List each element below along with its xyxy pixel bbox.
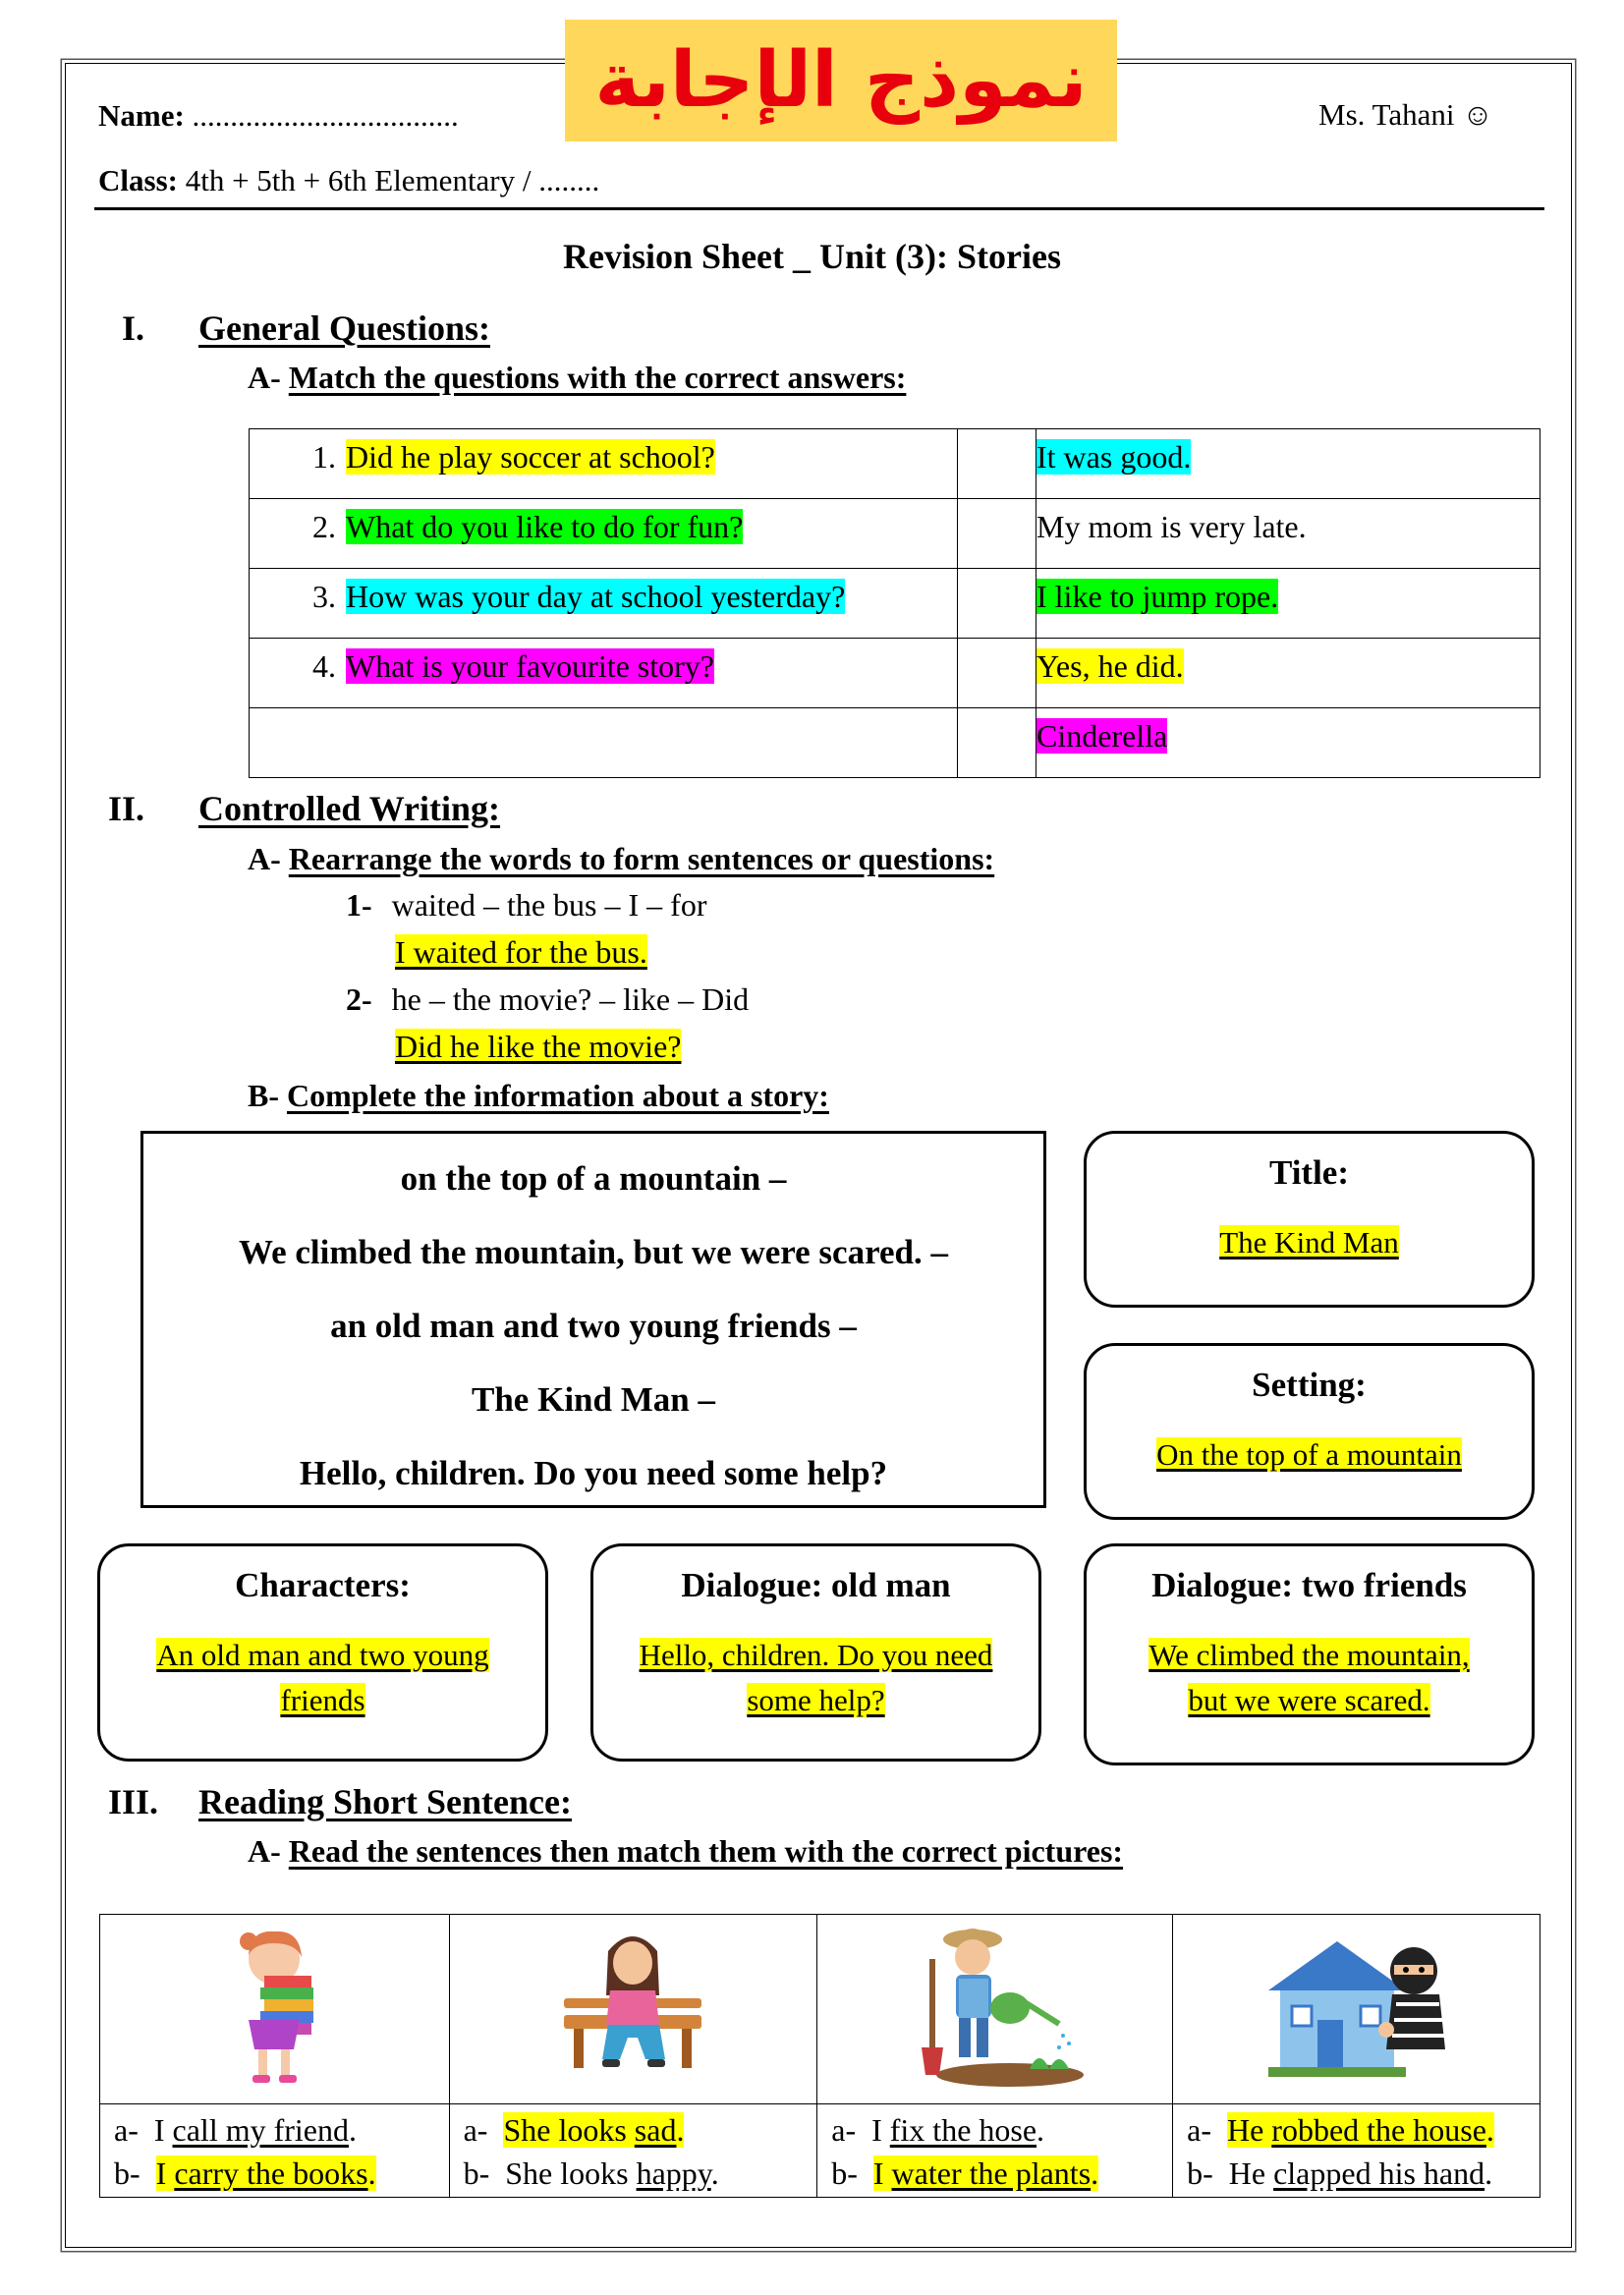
question-number: 2. [312,509,336,544]
word-bank-box [140,1131,1046,1508]
characters-answer-line-1: An old man and two young [156,1638,489,1672]
name-field [98,98,459,134]
instruction-text: Complete the information about a story: [287,1078,829,1113]
picture-options-2 [449,2104,817,2198]
section-2-instruction-a [248,841,994,877]
characters-box [97,1543,548,1762]
section-1-instruction [248,360,906,396]
question-cell [250,429,958,499]
answer-text: Cinderella [1036,718,1168,754]
option-b [817,2152,1172,2195]
option-end: . [1485,2112,1494,2148]
answer-text: It was good. [1036,439,1192,475]
picture-cell [1173,1915,1540,2104]
question-cell [250,708,958,778]
picture-cell [817,1915,1173,2104]
option-a [817,2104,1172,2152]
option-letter: b- [463,2155,490,2191]
option-letter: b- [831,2155,858,2191]
question-text [346,499,743,545]
option-underlined: robbed the house [1271,2112,1486,2148]
option-underlined: call my friend [172,2112,349,2148]
dialogue-two-friends-answer-line-1: We climbed the mountain, [1148,1638,1470,1672]
option-end: . [676,2112,685,2148]
instruction-letter: A- [248,1833,281,1869]
option-b [450,2152,817,2195]
section-2-title: Controlled Writing: [198,789,501,828]
class-value: 4th + 5th + 6th Elementary / ........ [177,163,600,197]
dialogue-old-man-label: Dialogue: old man [681,1566,951,1604]
class-label: Class: [98,163,178,197]
matching-table [249,428,1540,778]
instruction-text: Read the sentences then match them with the correct pictures: [288,1833,1124,1869]
answer-key-banner [565,20,1117,141]
section-3-title: Reading Short Sentence: [198,1782,572,1821]
option-letter: a- [463,2112,488,2148]
option-a [450,2104,817,2152]
boy-watering-plants-icon [902,1920,1089,2092]
matching-row [250,569,1540,639]
option-letter: a- [1187,2112,1211,2148]
answer-cell [1036,569,1540,639]
dialogue-two-friends-label: Dialogue: two friends [1151,1566,1467,1604]
option-text: He [1228,2155,1274,2191]
picture-options-4 [1173,2104,1540,2198]
question-highlight: How was your day at school yesterday? [346,579,846,614]
match-blank-cell[interactable] [958,429,1036,499]
option-letter: a- [114,2112,139,2148]
option-text: I [871,2112,890,2148]
question-cell [250,499,958,569]
option-letter: b- [1187,2155,1213,2191]
option-b [100,2152,449,2195]
setting-box [1084,1343,1535,1520]
title-box-answer: The Kind Man [1219,1225,1399,1259]
sad-girl-on-bench-icon [549,1922,716,2089]
section-3-instruction [248,1833,1123,1870]
matching-row [250,429,1540,499]
instruction-letter: A- [248,841,281,876]
option-end: . [1036,2112,1045,2148]
question-text [346,639,714,685]
rearrange-answer-2 [395,1029,681,1065]
header-divider [94,207,1544,210]
dialogue-two-friends-answer-line-2: but we were scared. [1188,1683,1430,1717]
question-highlight: Did he play soccer at school? [346,439,715,475]
robber-house-icon [1259,1922,1455,2089]
word-bank-item: on the top of a mountain – [400,1159,787,1198]
instruction-letter: A- [248,360,281,395]
option-end: . [1484,2155,1493,2191]
option-end: . [349,2112,357,2148]
dialogue-old-man-answer-line-2: some help? [747,1683,885,1717]
match-blank-cell[interactable] [958,569,1036,639]
question-number: 1. [312,439,336,475]
option-end: . [367,2155,376,2191]
section-1-number: I. [122,308,145,348]
instruction-letter: B- [248,1078,279,1113]
question-highlight: What do you like to do for fun? [346,509,744,544]
picture-options-1 [100,2104,450,2198]
girl-carrying-books-icon [205,1922,343,2089]
option-underlined: happy [636,2155,711,2191]
option-text: She looks [505,2155,637,2191]
title-box-label: Title: [1268,1153,1349,1192]
question-text [346,569,845,615]
option-letter: a- [831,2112,857,2148]
answer-cell [1036,708,1540,778]
answer-text: I like to jump rope. [1036,579,1279,614]
dialogue-old-man-answer-line-1: Hello, children. Do you need [639,1638,993,1672]
section-2-instruction-b [248,1078,829,1114]
scrambled-words: waited – the bus – I – for [391,887,707,923]
section-3-number: III. [108,1782,159,1821]
option-a [100,2104,449,2152]
name-label: Name: [98,98,185,133]
dialogue-two-friends-box [1084,1543,1535,1765]
rearrange-item-1 [346,887,706,924]
match-blank-cell[interactable] [958,499,1036,569]
section-2-number: II. [108,789,145,828]
option-underlined: fix the hose [889,2112,1037,2148]
item-number: 2- [346,981,372,1017]
answer-text: I waited for the bus. [395,934,647,970]
option-letter: b- [114,2155,140,2191]
option-text: She looks [503,2112,635,2148]
class-field [98,163,599,198]
characters-box-label: Characters: [235,1566,411,1604]
rearrange-answer-1 [395,934,647,971]
word-bank-item: We climbed the mountain, but we were scared. – [239,1233,948,1271]
option-underlined: carry the books [174,2155,368,2191]
matching-row [250,708,1540,778]
setting-box-label: Setting: [1252,1366,1367,1404]
answer-cell [1036,429,1540,499]
option-underlined: clapped his hand [1273,2155,1485,2191]
matching-row [250,499,1540,569]
option-text: I [872,2155,892,2191]
banner-text: نموذج الإجابة [594,36,1088,125]
section-1-title: General Questions: [198,308,490,348]
dialogue-old-man-box [590,1543,1041,1762]
rearrange-item-2 [346,981,749,1018]
picture-options-3 [817,2104,1173,2198]
answer-text: Yes, he did. [1036,648,1184,684]
question-text [346,429,715,476]
option-a [1173,2104,1540,2152]
answer-text: Did he like the movie? [395,1029,682,1064]
option-text: I [155,2155,175,2191]
word-bank-item: Hello, children. Do you need some help? [299,1454,888,1492]
question-cell [250,639,958,708]
picture-cell [100,1915,450,2104]
word-bank-item: an old man and two young friends – [330,1307,857,1345]
word-bank-item: The Kind Man – [472,1380,715,1419]
instruction-text: Rearrange the words to form sentences or questions: [288,841,995,876]
name-dots: ................................... [184,98,459,133]
question-cell [250,569,958,639]
option-end: . [1091,2155,1099,2191]
scrambled-words: he – the movie? – like – Did [391,981,750,1017]
matching-row [250,639,1540,708]
match-blank-cell[interactable] [958,708,1036,778]
option-text: I [153,2112,173,2148]
option-underlined: sad [634,2112,677,2148]
page-title: Revision Sheet _ Unit (3): Stories [563,237,1061,276]
picture-cell [449,1915,817,2104]
option-text: He [1226,2112,1272,2148]
item-number: 1- [346,887,372,923]
instruction-text: Match the questions with the correct answers: [288,360,907,395]
question-number: 4. [312,648,336,684]
picture-matching-table [99,1914,1540,2198]
characters-answer-line-2: friends [280,1683,365,1717]
teacher-name: Ms. Tahani ☺ [1318,97,1493,132]
title-box [1084,1131,1535,1308]
answer-text: My mom is very late. [1036,509,1307,544]
option-b [1173,2152,1540,2195]
answer-cell [1036,499,1540,569]
match-blank-cell[interactable] [958,639,1036,708]
answer-cell [1036,639,1540,708]
option-end: . [710,2155,719,2191]
question-highlight: What is your favourite story? [346,648,714,684]
setting-box-answer: On the top of a mountain [1156,1437,1462,1472]
question-number: 3. [312,579,336,614]
option-underlined: water the plants [891,2155,1092,2191]
